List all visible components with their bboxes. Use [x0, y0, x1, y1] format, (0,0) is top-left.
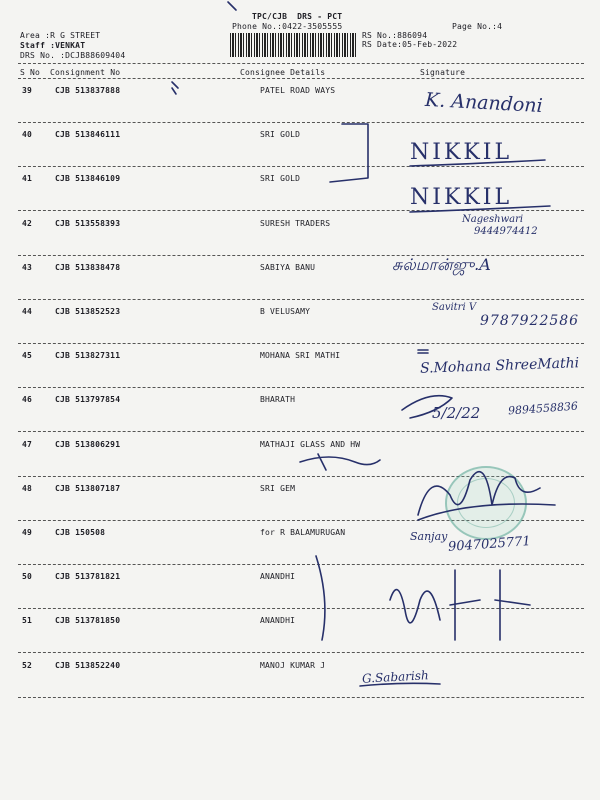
signature-row-46-scribble	[402, 396, 452, 418]
phone-number: Phone No.:0422-3505555	[232, 22, 343, 31]
row-sno: 42	[22, 218, 33, 228]
row-consignee: MANOJ KUMAR J	[260, 660, 326, 670]
row-sno: 48	[22, 483, 33, 493]
row-consignee: MATHAJI GLASS AND HW	[260, 439, 361, 449]
row-consignment-number: CJB 513781821	[55, 572, 121, 582]
row-consignment-number: CJB 513558393	[55, 218, 121, 228]
row-sno: 39	[22, 86, 33, 95]
row-consignee: ANANDHI	[260, 616, 296, 626]
signature-row-40: NIKKIL	[410, 140, 513, 165]
row-consignee: SRI GOLD	[260, 174, 301, 184]
row-consignment-number: CJB 513846111	[55, 130, 121, 140]
row-consignee: SRI GOLD	[260, 130, 301, 140]
row-sno: 43	[22, 262, 33, 272]
row-sno: 47	[22, 439, 33, 449]
signature-row-44-phone: 9787922586	[480, 313, 580, 329]
signature-row-46-phone: 9894558836	[507, 399, 579, 418]
row-consignment-number: CJB 513781850	[55, 616, 121, 626]
row-consignment-number: CJB 513797854	[55, 395, 121, 405]
signature-row-49-name: Sanjay	[410, 530, 448, 543]
row-consignment-number: CJB 513852523	[55, 307, 121, 316]
signature-row-43: சுல்மான்ஜு.A	[392, 255, 491, 274]
row-consignment-number: CJB 513827311	[55, 351, 121, 361]
row-consignee: SURESH TRADERS	[260, 218, 331, 228]
rs-number: RS No.:886094	[362, 31, 428, 40]
row-consignment-number: CJB 513852240	[55, 660, 121, 670]
column-header-consignment: Consignment No	[50, 68, 121, 77]
document-title: TPC/CJB DRS - PCT	[252, 12, 343, 21]
signature-row-47-scribble	[300, 454, 380, 470]
pen-mark-top	[228, 2, 236, 10]
underline-row-40	[410, 160, 545, 166]
row-consignment-number: CJB 150508	[55, 528, 106, 537]
signature-rows-50-51-scribble	[390, 570, 530, 640]
row-consignee: SRI GEM	[260, 483, 296, 493]
row-sno: 45	[22, 351, 33, 361]
row-consignee: SABIYA BANU	[260, 262, 316, 272]
row-sno: 46	[22, 395, 33, 405]
signature-row-45: S.Mohana ShreeMathi	[419, 355, 580, 377]
row-sno: 51	[22, 616, 33, 626]
signature-row-49-phone: 9047025771	[447, 534, 532, 555]
staff-label: Staff :VENKAT	[20, 41, 86, 50]
row-sno: 44	[22, 307, 33, 316]
row-sno: 41	[22, 174, 33, 184]
row-consignee: for R BALAMURUGAN	[260, 528, 346, 537]
row-consignee: ANANDHI	[260, 572, 296, 582]
row-sno: 49	[22, 528, 33, 537]
signature-row-46-date: 5/2/22	[432, 404, 481, 422]
pen-mark-corner	[172, 82, 178, 94]
signature-row-42-name: Nageshwari	[462, 214, 524, 225]
area-label: Area :R G STREET	[20, 31, 101, 40]
rs-date: RS Date:05-Feb-2022	[362, 40, 458, 49]
row-consignment-number: CJB 513837888	[55, 86, 121, 95]
row-consignment-number: CJB 513806291	[55, 439, 121, 449]
underline-row-41	[410, 206, 550, 212]
signature-row-42-phone: 9444974412	[474, 226, 538, 237]
signature-row-48-scribble	[418, 472, 555, 520]
row-consignment-number: CJB 513838478	[55, 262, 121, 272]
row-consignment-number: CJB 513846109	[55, 174, 121, 184]
page-number: Page No.:4	[452, 22, 503, 31]
signature-row-44-name: Savitri V	[432, 302, 477, 313]
scribble-row-45	[418, 350, 428, 353]
row-consignee: BHARATH	[260, 395, 296, 405]
row-sno: 40	[22, 130, 33, 140]
bracket-rows-40-41	[330, 124, 368, 182]
row-sno: 50	[22, 572, 33, 582]
signature-row-39: K. Anandoni	[424, 88, 544, 118]
column-header-sno: S No	[20, 68, 41, 77]
row-consignee: B VELUSAMY	[260, 307, 311, 316]
signature-row-52: G.Sabarish	[361, 668, 429, 686]
row-consignee: MOHANA SRI MATHI	[260, 351, 341, 361]
row-consignment-number: CJB 513807187	[55, 483, 121, 493]
column-header-signature: Signature	[420, 68, 466, 77]
underline-row-52	[360, 683, 440, 686]
column-header-consignee: Consignee Details	[240, 68, 326, 77]
row-sno: 52	[22, 660, 33, 670]
row-consignee: PATEL ROAD WAYS	[260, 86, 336, 95]
drs-number: DRS No. :DCJB88609404	[20, 51, 126, 60]
signature-row-41: NIKKIL	[410, 185, 513, 210]
bracket-rows-50-51	[316, 556, 325, 640]
